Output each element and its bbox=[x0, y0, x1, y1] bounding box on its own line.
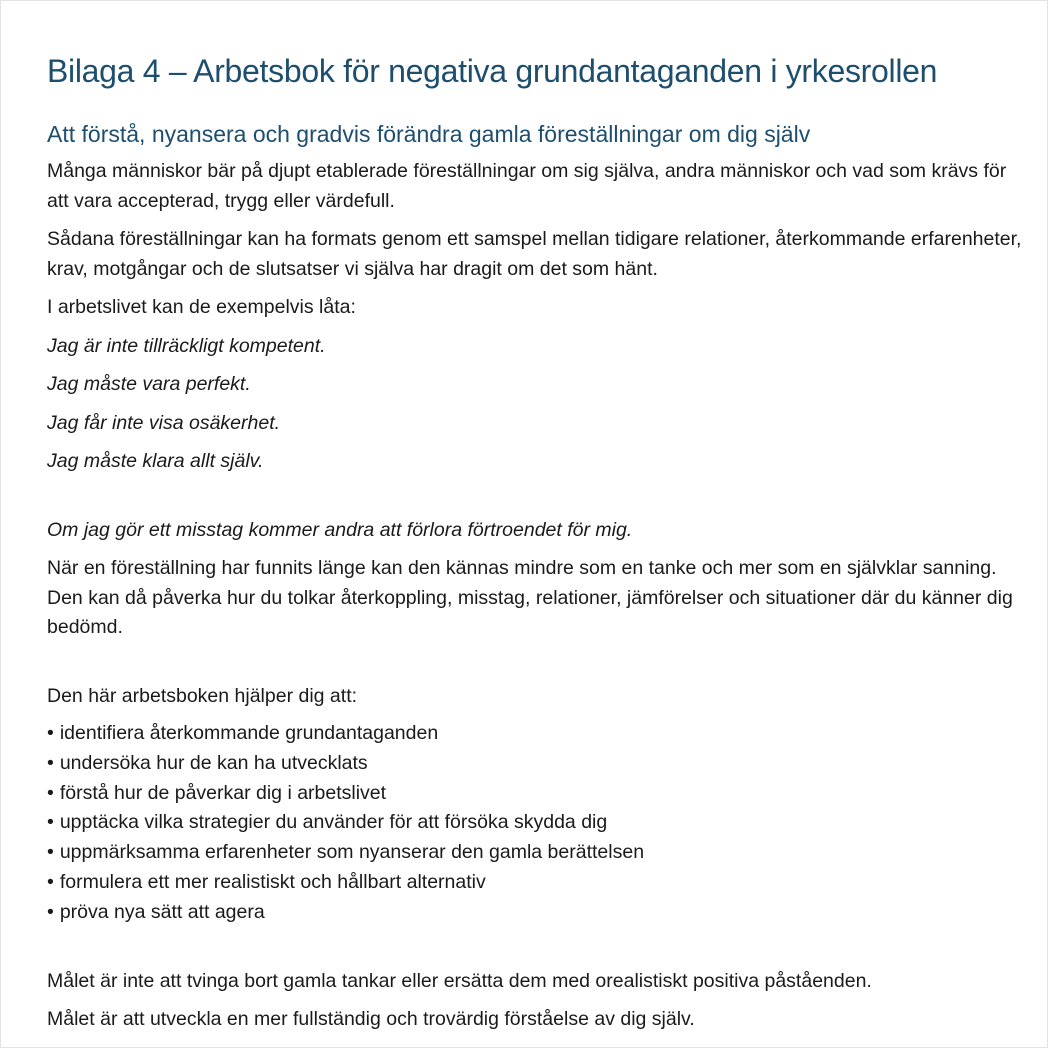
document-title: Bilaga 4 – Arbetsbok för negativa grundantaganden i yrkesrollen bbox=[47, 53, 938, 89]
list-item bbox=[47, 868, 1032, 898]
example-belief: Jag måste vara perfekt. bbox=[47, 373, 251, 395]
bullet-glyph: • bbox=[47, 751, 54, 774]
list-item-text: uppmärksamma erfarenheter som nyanserar den gamla berättelsen bbox=[59, 841, 645, 864]
paragraph-workbook-lead: Den här arbetsboken hjälper dig att: bbox=[47, 684, 358, 707]
bullet-glyph: • bbox=[47, 900, 54, 923]
list-item bbox=[47, 838, 1032, 868]
paragraph-goal-not: Målet är inte att tvinga bort gamla tankar eller ersätta dem med orealistiskt positiva påståenden. bbox=[47, 969, 872, 992]
list-item bbox=[47, 719, 1032, 749]
list-item-text: upptäcka vilka strategier du använder för att försöka skydda dig bbox=[59, 811, 608, 834]
list-item-text: undersöka hur de kan ha utvecklats bbox=[59, 751, 368, 774]
example-belief: Jag är inte tillräckligt kompetent. bbox=[47, 334, 326, 357]
example-belief: Om jag gör ett misstag kommer andra att förlora förtroendet för mig. bbox=[47, 518, 633, 541]
workbook-goals-list bbox=[47, 719, 1032, 928]
document-content bbox=[47, 49, 1032, 1035]
list-item-text: identifiera återkommande grundantaganden bbox=[59, 722, 439, 744]
list-item-text: pröva nya sätt att agera bbox=[59, 900, 265, 923]
list-item-text: formulera ett mer realistiskt och hållbart alternativ bbox=[59, 870, 486, 893]
bullet-glyph: • bbox=[47, 722, 54, 744]
paragraph-belief-effect: När en föreställning har funnits länge kan den kännas mindre som en tanke och mer som en självklar sanning. Den kan då påverka hur du tolkar återkoppling, misstag, relationer, jämförelser och situationer där du känner dig bedömd. bbox=[47, 557, 1013, 638]
list-item bbox=[47, 749, 1032, 779]
example-belief: Jag måste klara allt själv. bbox=[47, 450, 264, 472]
list-item-text: förstå hur de påverkar dig i arbetslivet bbox=[59, 781, 387, 804]
paragraph-intro: Många människor bär på djupt etablerade föreställningar om sig själva, andra människor och vad som krävs för att vara accepterad, trygg eller värdefull. bbox=[47, 160, 1007, 212]
bullet-glyph: • bbox=[47, 841, 54, 864]
example-belief: Jag får inte visa osäkerhet. bbox=[47, 411, 281, 434]
list-item bbox=[47, 808, 1032, 838]
paragraph-examples-lead: I arbetslivet kan de exempelvis låta: bbox=[47, 296, 356, 318]
document-subtitle: Att förstå, nyansera och gradvis förändra gamla föreställningar om dig själv bbox=[47, 121, 811, 147]
list-item bbox=[47, 898, 1032, 928]
bullet-glyph: • bbox=[47, 811, 54, 834]
paragraph-origins: Sådana föreställningar kan ha formats genom ett samspel mellan tidigare relationer, återkommande erfarenheter, krav, motgångar och de slutsatser vi själva har dragit om det som hänt. bbox=[47, 228, 1022, 280]
paragraph-goal-is: Målet är att utveckla en mer fullständig och trovärdig förståelse av dig själv. bbox=[47, 1008, 695, 1031]
bullet-glyph: • bbox=[47, 870, 54, 893]
bullet-glyph: • bbox=[47, 781, 54, 804]
list-item bbox=[47, 779, 1032, 809]
